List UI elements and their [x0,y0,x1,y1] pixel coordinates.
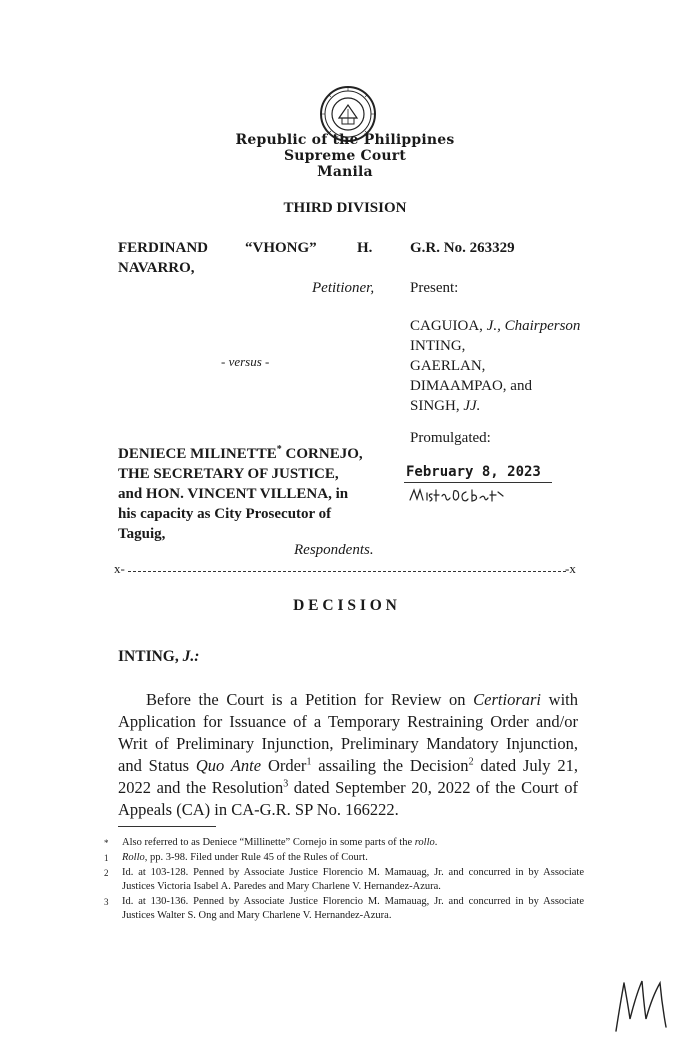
versus-label: - versus - [221,354,270,369]
bench-list [410,316,580,416]
respondent-line-4: his capacity as City Prosecutor of [118,506,332,522]
petitioner-name-part2: “VHONG” [245,240,317,256]
petitioner-name-part3: H. [357,240,373,256]
divider-dashes [128,571,566,572]
footnote-3: 3 Id. at 130-136. Penned by Associate Justice Florencio M. Mamauag, Jr. and concurred in by Associate Justices Walter S. Ong and Mary Charlene V. Hernandez-Azura. [104,896,584,921]
division-title: THIRD DIVISION [283,200,407,216]
bench-member-5: SINGH, JJ. [410,398,481,414]
petitioner-name-part1: FERDINAND [118,240,208,256]
bench-member-1: CAGUIOA, J., Chairperson [410,318,581,334]
respondent-footnote-mark: * [276,444,282,455]
case-number: G.R. No. 263329 [410,240,515,256]
promulgation-underline [404,482,552,483]
respondent-role: Respondents. [294,542,374,558]
respondent-line-2: THE SECRETARY OF JUSTICE, [118,466,339,482]
petitioner-name-part4: NAVARRO, [118,260,195,276]
divider-start: x- [114,561,125,576]
ponente: INTING, J.: [118,648,200,665]
footnote-1: 1 Rollo, pp. 3-98. Filed under Rule 45 of the Rules of Court. [104,852,368,863]
promulgated-date: February 8, 2023 [406,464,541,480]
respondents-block [118,444,390,544]
respondent-line-3: and HON. VINCENT VILLENA, in [118,486,349,502]
promulgated-label: Promulgated: [410,430,491,446]
handwritten-initial-signature [612,975,670,1035]
petitioner-role: Petitioner, [312,280,375,296]
footnote-list [104,836,584,923]
header-republic: Republic of the Philippines [235,132,455,148]
respondent-line-1: DENIECE MILINETTE* CORNEJO, [118,444,363,462]
divider-end: -x [565,561,576,576]
bench-member-2: INTING, [410,338,466,354]
body-paragraph-1: Before the Court is a Petition for Review on Certiorari with Application for Issuance of a Temporary Restraining Order and/or Writ of Preliminary Injunction, Preliminary Mandatory Injunction, and Status Quo Ante Order$^1$ assailing the Decision$^2$ dated July 21, 2022 and the Resolution$^3$ dated September 20, 2022 of the Court of Appeals (CA) in CA-G.R. SP No. 166222. [118,690,578,819]
clerk-signature [408,486,508,506]
footnote-star: * Also referred to as Deniece “Millinette” Cornejo in some parts of the rollo. [104,837,438,848]
header-city: Manila [317,164,373,180]
footnote-2: 2 Id. at 103-128. Penned by Associate Justice Florencio M. Mamauag, Jr. and concurred in by Associate Justices Victoria Isabel A. Paredes and Mary Charlene V. Hernandez-Azura. [104,867,584,892]
respondent-line-5: Taguig, [118,526,166,542]
footnote-separator [118,826,216,827]
present-label: Present: [410,280,459,296]
bench-member-3: GAERLAN, [410,358,486,374]
bench-member-4: DIMAAMPAO, and [410,378,532,394]
decision-title: D E C I S I O N [293,597,397,614]
header-court: Supreme Court [283,148,407,164]
